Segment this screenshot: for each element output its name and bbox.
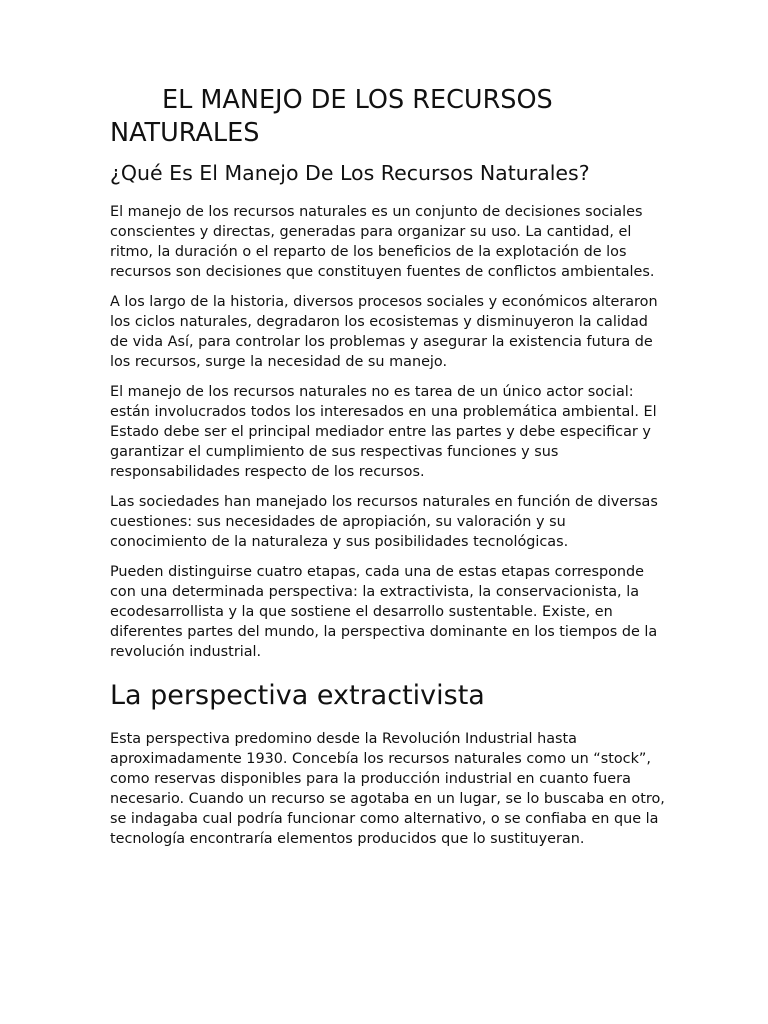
section-heading-extractivista: La perspectiva extractivista [110, 680, 485, 711]
paragraph-history: A los largo de la historia, diversos procesos sociales y económicos alteraron los ciclos naturales, degradaron los ecosistemas y disminuyeron la calidad de vida Así, para controlar los problemas y asegurar la existencia futura de los recursos, surge la necesidad de su manejo. [110, 294, 658, 370]
question-heading: ¿Qué Es El Manejo De Los Recursos Naturales? [110, 161, 590, 185]
paragraph-societies: Las sociedades han manejado los recursos naturales en función de diversas cuestiones: sus necesidades de apropiación, su valoración y su conocimiento de la naturaleza y sus posibilidades tecnológicas. [110, 494, 658, 550]
paragraph-definition: El manejo de los recursos naturales es un conjunto de decisiones sociales conscientes y directas, generadas para organizar su uso. La cantidad, el ritmo, la duración o el reparto de los beneficios de la explotación de los recursos son decisiones que constituyen fuentes de conflictos ambientales. [110, 204, 655, 280]
paragraph-actors: El manejo de los recursos naturales no es tarea de un único actor social: están involucrados todos los interesados en una problemática ambiental. El Estado debe ser el principal mediador entre las partes y debe especificar y garantizar el cumplimiento de sus respectivas funciones y sus responsabilidades respecto de los recursos. [110, 384, 657, 480]
paragraph-stages: Pueden distinguirse cuatro etapas, cada una de estas etapas corresponde con una determinada perspectiva: la extractivista, la conservacionista, la ecodesarrollista y la que sostiene el desarrollo sustentable. Existe, en diferentes partes del mundo, la perspectiva dominante en los tiempos de la revolución industrial. [110, 564, 658, 660]
document-body [110, 84, 665, 849]
document-title: EL MANEJO DE LOS RECURSOS NATURALES [110, 85, 553, 148]
paragraph-extractivista: Esta perspectiva predomino desde la Revolución Industrial hasta aproximadamente 1930. Concebía los recursos naturales como un “stock”, como reservas disponibles para la producción industrial en cuanto fuera necesario. Cuando un recurso se agotaba en un lugar, se lo buscaba en otro, se indagaba cual podría funcionar como alternativo, o se confiaba en que la tecnología encontraría elementos producidos que lo sustituyeran. [110, 731, 665, 847]
